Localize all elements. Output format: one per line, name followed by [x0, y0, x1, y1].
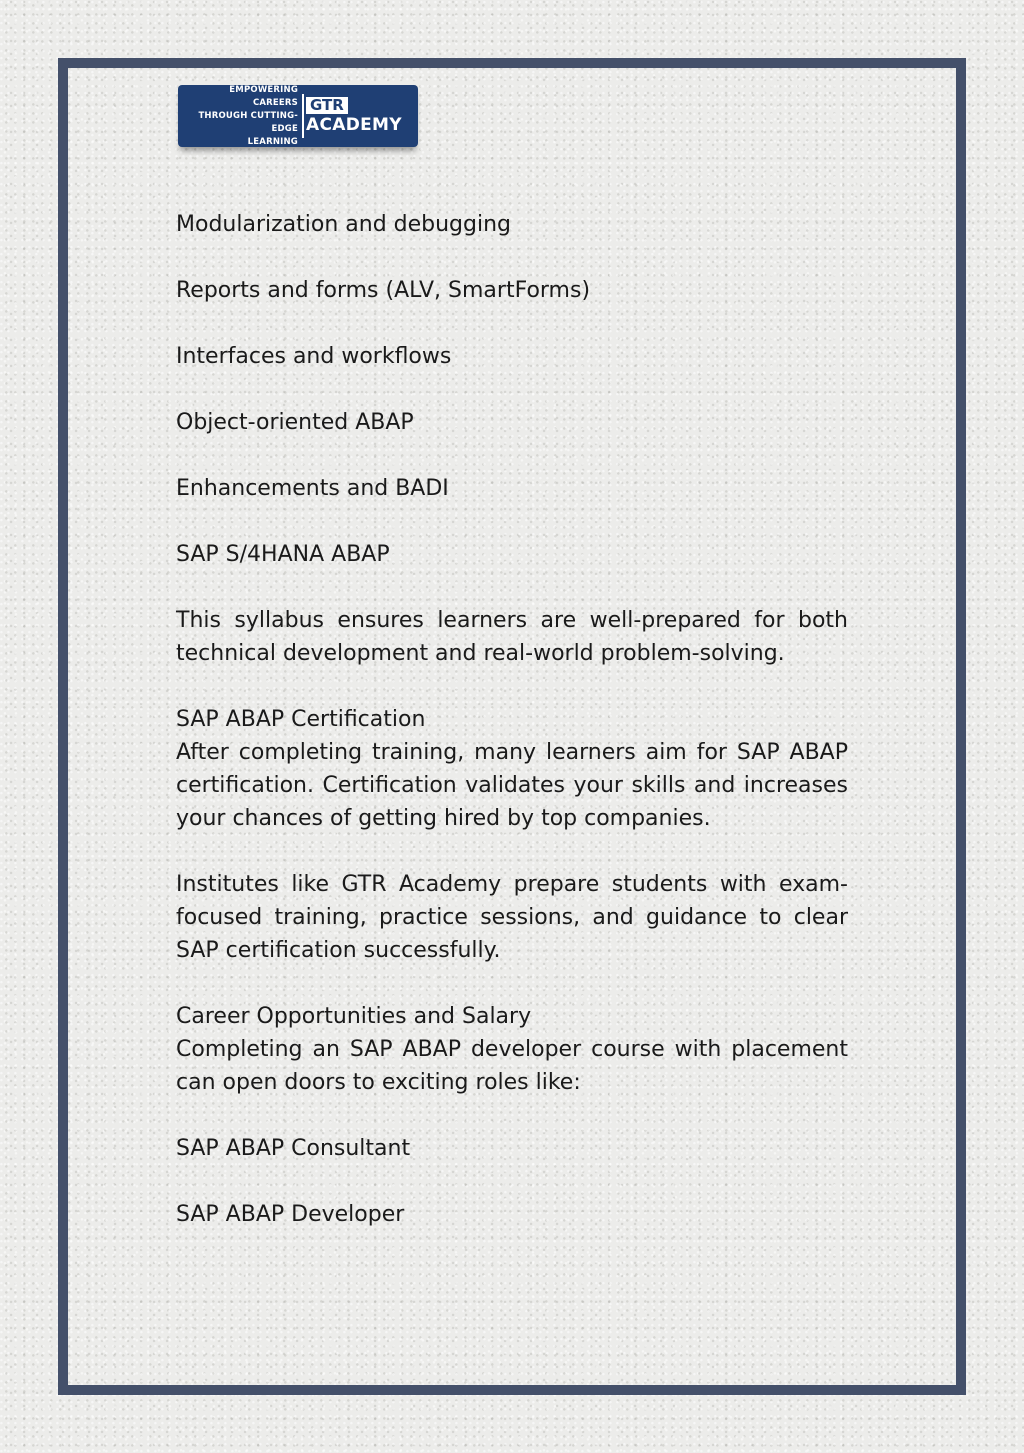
institutes-paragraph: Institutes like GTR Academy prepare students with exam-focused training, practice sessions, and guidance to clear SAP certification successfully. — [176, 872, 848, 963]
syllabus-note: This syllabus ensures learners are well-prepared for both technical development and real-world problem-solving. — [176, 608, 848, 666]
list-item-modularization: Modularization and debugging — [176, 212, 512, 237]
logo-tagline-line-3: LEARNING — [247, 136, 298, 147]
logo-academy-text: ACADEMY — [306, 115, 402, 135]
logo-brand — [306, 97, 402, 135]
logo-tagline — [188, 84, 298, 149]
career-heading: Career Opportunities and Salary — [176, 1004, 532, 1029]
list-item-s4hana: SAP S/4HANA ABAP — [176, 542, 390, 567]
role-item-developer: SAP ABAP Developer — [176, 1202, 405, 1227]
list-item-oo-abap: Object-oriented ABAP — [176, 410, 414, 435]
logo-divider — [302, 94, 304, 138]
certification-paragraph: After completing training, many learners aim for SAP ABAP certification. Certification validates your skills and increases your chances of getting hired by top companies. — [176, 740, 848, 831]
certification-section — [176, 703, 848, 835]
logo-tagline-line-2: THROUGH CUTTING-EDGE — [198, 110, 298, 134]
role-item-consultant: SAP ABAP Consultant — [176, 1136, 411, 1161]
career-paragraph: Completing an SAP ABAP developer course with placement can open doors to exciting roles like: — [176, 1037, 848, 1095]
list-item-interfaces: Interfaces and workflows — [176, 344, 452, 369]
list-item-enhancements: Enhancements and BADI — [176, 476, 449, 501]
certification-heading: SAP ABAP Certification — [176, 707, 426, 732]
list-item-reports-forms: Reports and forms (ALV, SmartForms) — [176, 278, 591, 303]
career-section — [176, 1000, 848, 1099]
logo-gtr-text: GTR — [306, 97, 348, 114]
logo-tagline-line-1: EMPOWERING CAREERS — [229, 84, 298, 108]
gtr-academy-logo — [178, 85, 418, 147]
document-body — [176, 208, 848, 1264]
